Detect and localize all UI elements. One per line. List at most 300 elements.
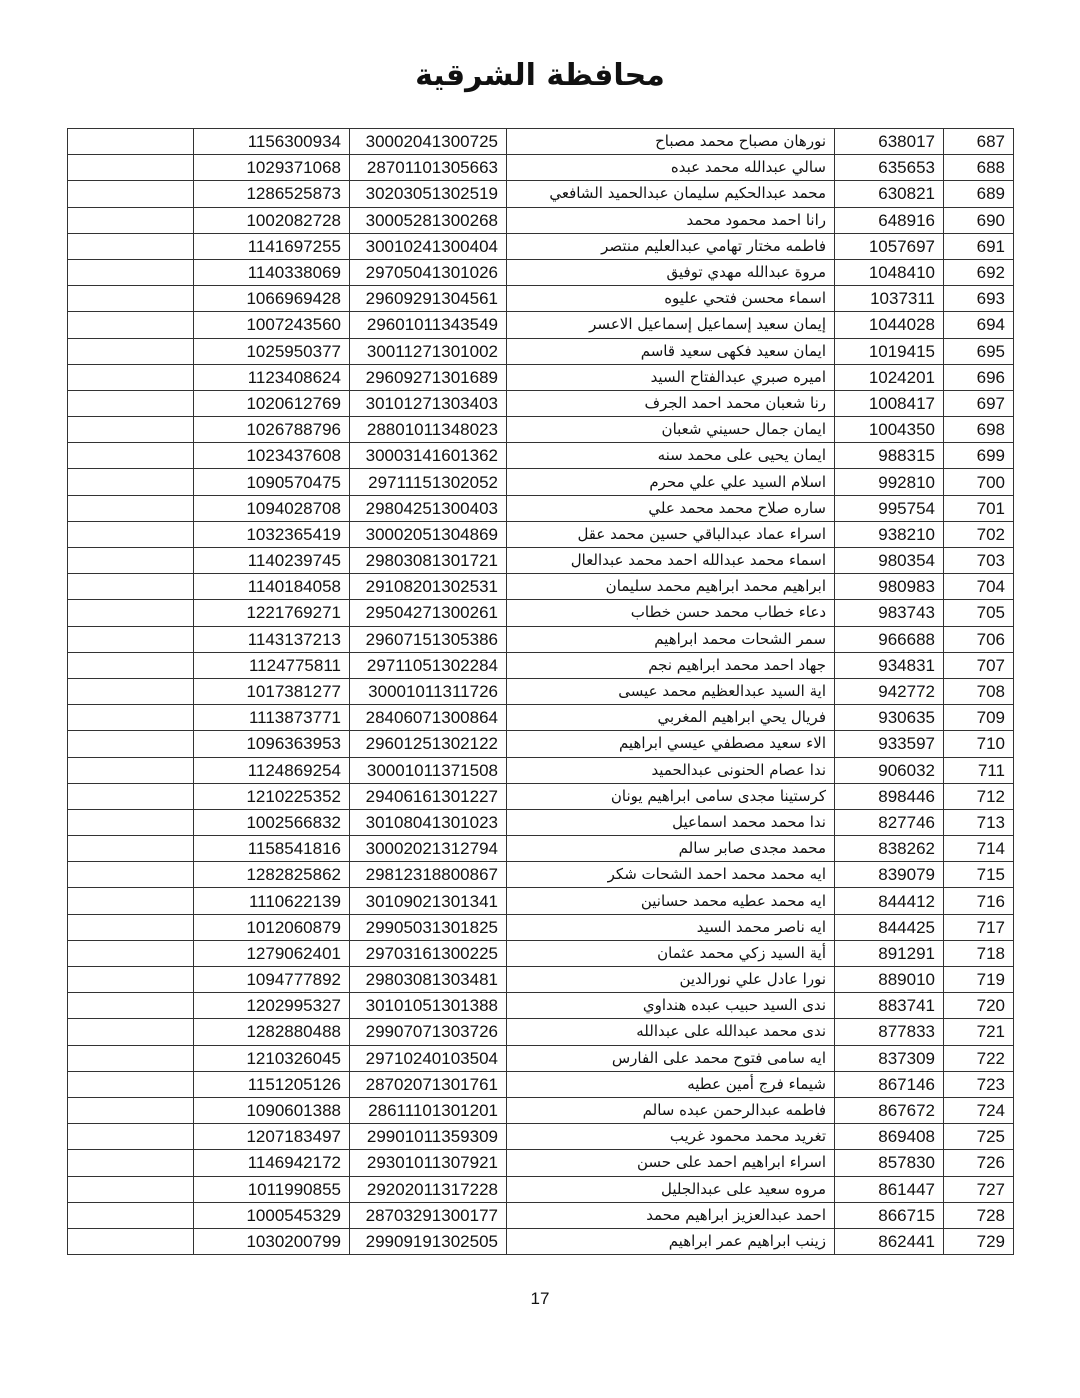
name-cell: فاطمه مختار تهامي عبدالعليم منتصر — [507, 233, 835, 259]
serial-cell: 716 — [944, 888, 1014, 914]
empty-cell — [68, 731, 194, 757]
code-cell: 857830 — [835, 1150, 944, 1176]
national-id-cell: 30101051301388 — [350, 993, 507, 1019]
serial-cell: 729 — [944, 1228, 1014, 1254]
empty-cell — [68, 888, 194, 914]
serial-cell: 695 — [944, 338, 1014, 364]
empty-cell — [68, 678, 194, 704]
serial-cell: 690 — [944, 207, 1014, 233]
table-row — [68, 521, 1014, 547]
serial-cell: 688 — [944, 155, 1014, 181]
empty-cell — [68, 993, 194, 1019]
phone-cell: 1017381277 — [194, 678, 350, 704]
empty-cell — [68, 914, 194, 940]
name-cell: اميره صبري عبدالفتاح السيد — [507, 364, 835, 390]
table-row — [68, 652, 1014, 678]
table-row — [68, 993, 1014, 1019]
name-cell: ايه ناصر محمد السيد — [507, 914, 835, 940]
code-cell: 1044028 — [835, 312, 944, 338]
empty-cell — [68, 181, 194, 207]
phone-cell: 1011990855 — [194, 1176, 350, 1202]
code-cell: 992810 — [835, 469, 944, 495]
table-row — [68, 1150, 1014, 1176]
serial-cell: 707 — [944, 652, 1014, 678]
empty-cell — [68, 417, 194, 443]
national-id-cell: 29601011343549 — [350, 312, 507, 338]
name-cell: اية السيد عبدالعظيم محمد عيسى — [507, 678, 835, 704]
code-cell: 930635 — [835, 705, 944, 731]
phone-cell: 1158541816 — [194, 836, 350, 862]
empty-cell — [68, 967, 194, 993]
national-id-cell: 30003141601362 — [350, 443, 507, 469]
serial-cell: 697 — [944, 390, 1014, 416]
name-cell: اسماء محسن فتحي عليوه — [507, 286, 835, 312]
code-cell: 980354 — [835, 548, 944, 574]
national-id-cell: 29504271300261 — [350, 600, 507, 626]
serial-cell: 719 — [944, 967, 1014, 993]
name-cell: نورا عادل علي نورالدين — [507, 967, 835, 993]
code-cell: 1004350 — [835, 417, 944, 443]
table-row — [68, 574, 1014, 600]
national-id-cell: 29609291304561 — [350, 286, 507, 312]
serial-cell: 705 — [944, 600, 1014, 626]
table-row — [68, 259, 1014, 285]
name-cell: إيمان سعيد إسماعيل إسماعيل الاعسر — [507, 312, 835, 338]
serial-cell: 693 — [944, 286, 1014, 312]
table-row — [68, 181, 1014, 207]
name-cell: الاء سعيد مصطفي عيسي ابراهيم — [507, 731, 835, 757]
serial-cell: 700 — [944, 469, 1014, 495]
name-cell: اسراء عماد عبدالباقي حسين محمد عقل — [507, 521, 835, 547]
name-cell: احمد عبدالعزيز ابراهيم محمد — [507, 1202, 835, 1228]
code-cell: 1024201 — [835, 364, 944, 390]
empty-cell — [68, 705, 194, 731]
national-id-cell: 29711151302052 — [350, 469, 507, 495]
code-cell: 827746 — [835, 809, 944, 835]
serial-cell: 699 — [944, 443, 1014, 469]
phone-cell: 1094028708 — [194, 495, 350, 521]
phone-cell: 1020612769 — [194, 390, 350, 416]
phone-cell: 1032365419 — [194, 521, 350, 547]
national-id-cell: 29909191302505 — [350, 1228, 507, 1254]
page-title: محافظة الشرقية — [415, 58, 665, 93]
national-id-cell: 30011271301002 — [350, 338, 507, 364]
empty-cell — [68, 626, 194, 652]
name-cell: سمر الشحات محمد ابراهيم — [507, 626, 835, 652]
empty-cell — [68, 1071, 194, 1097]
serial-cell: 710 — [944, 731, 1014, 757]
code-cell: 942772 — [835, 678, 944, 704]
name-cell: شيماء فرج أمين عطيه — [507, 1071, 835, 1097]
serial-cell: 709 — [944, 705, 1014, 731]
code-cell: 862441 — [835, 1228, 944, 1254]
table-row — [68, 1124, 1014, 1150]
serial-cell: 713 — [944, 809, 1014, 835]
national-id-cell: 30108041301023 — [350, 809, 507, 835]
code-cell: 934831 — [835, 652, 944, 678]
empty-cell — [68, 338, 194, 364]
table-row — [68, 233, 1014, 259]
name-cell: مروه سعيد على عبدالجليل — [507, 1176, 835, 1202]
phone-cell: 1090570475 — [194, 469, 350, 495]
phone-cell: 1113873771 — [194, 705, 350, 731]
serial-cell: 727 — [944, 1176, 1014, 1202]
national-id-cell: 29607151305386 — [350, 626, 507, 652]
name-cell: ندا محمد محمد اسماعيل — [507, 809, 835, 835]
empty-cell — [68, 233, 194, 259]
phone-cell: 1151205126 — [194, 1071, 350, 1097]
table-row — [68, 862, 1014, 888]
national-id-cell: 28801011348023 — [350, 417, 507, 443]
phone-cell: 1124869254 — [194, 757, 350, 783]
page-number: 17 — [530, 1289, 550, 1308]
national-id-cell: 29301011307921 — [350, 1150, 507, 1176]
table-row — [68, 338, 1014, 364]
serial-cell: 721 — [944, 1019, 1014, 1045]
phone-cell: 1207183497 — [194, 1124, 350, 1150]
table-row — [68, 757, 1014, 783]
phone-cell: 1066969428 — [194, 286, 350, 312]
table-row — [68, 469, 1014, 495]
empty-cell — [68, 364, 194, 390]
serial-cell: 704 — [944, 574, 1014, 600]
national-id-cell: 29703161300225 — [350, 940, 507, 966]
national-id-cell: 28703291300177 — [350, 1202, 507, 1228]
phone-cell: 1143137213 — [194, 626, 350, 652]
empty-cell — [68, 652, 194, 678]
empty-cell — [68, 757, 194, 783]
national-id-cell: 29907071303726 — [350, 1019, 507, 1045]
national-id-cell: 29609271301689 — [350, 364, 507, 390]
code-cell: 839079 — [835, 862, 944, 888]
code-cell: 1048410 — [835, 259, 944, 285]
serial-cell: 691 — [944, 233, 1014, 259]
phone-cell: 1202995327 — [194, 993, 350, 1019]
name-cell: ايمان جمال حسيني شعبان — [507, 417, 835, 443]
table-row — [68, 809, 1014, 835]
code-cell: 983743 — [835, 600, 944, 626]
code-cell: 869408 — [835, 1124, 944, 1150]
table-row — [68, 705, 1014, 731]
empty-cell — [68, 574, 194, 600]
phone-cell: 1146942172 — [194, 1150, 350, 1176]
code-cell: 844425 — [835, 914, 944, 940]
code-cell: 995754 — [835, 495, 944, 521]
table-row — [68, 1097, 1014, 1123]
empty-cell — [68, 286, 194, 312]
table-row — [68, 600, 1014, 626]
serial-cell: 725 — [944, 1124, 1014, 1150]
table-row — [68, 390, 1014, 416]
phone-cell: 1140184058 — [194, 574, 350, 600]
phone-cell: 1124775811 — [194, 652, 350, 678]
serial-cell: 726 — [944, 1150, 1014, 1176]
name-cell: جهاد احمد محمد ابراهيم نجم — [507, 652, 835, 678]
code-cell: 630821 — [835, 181, 944, 207]
table-row — [68, 731, 1014, 757]
table-row — [68, 626, 1014, 652]
table-row — [68, 207, 1014, 233]
serial-cell: 722 — [944, 1045, 1014, 1071]
name-cell: ايمان يحيى على محمد سنه — [507, 443, 835, 469]
national-id-cell: 29812318800867 — [350, 862, 507, 888]
name-cell: ايمان سعيد فكهى سعيد قاسم — [507, 338, 835, 364]
table-row — [68, 129, 1014, 155]
name-cell: ندى محمد عبدالله على عبدالله — [507, 1019, 835, 1045]
empty-cell — [68, 443, 194, 469]
table-row — [68, 1019, 1014, 1045]
phone-cell: 1030200799 — [194, 1228, 350, 1254]
national-id-cell: 29202011317228 — [350, 1176, 507, 1202]
name-cell: اسلام السيد علي علي محرم — [507, 469, 835, 495]
serial-cell: 712 — [944, 783, 1014, 809]
code-cell: 891291 — [835, 940, 944, 966]
phone-cell: 1000545329 — [194, 1202, 350, 1228]
national-id-cell: 30010241300404 — [350, 233, 507, 259]
empty-cell — [68, 129, 194, 155]
code-cell: 933597 — [835, 731, 944, 757]
table-row — [68, 286, 1014, 312]
table-row — [68, 888, 1014, 914]
national-id-cell: 30001011311726 — [350, 678, 507, 704]
national-id-cell: 29804251300403 — [350, 495, 507, 521]
serial-cell: 720 — [944, 993, 1014, 1019]
phone-cell: 1029371068 — [194, 155, 350, 181]
table-row — [68, 914, 1014, 940]
code-cell: 988315 — [835, 443, 944, 469]
name-cell: اسراء ابراهيم احمد على حسن — [507, 1150, 835, 1176]
serial-cell: 723 — [944, 1071, 1014, 1097]
empty-cell — [68, 390, 194, 416]
serial-cell: 694 — [944, 312, 1014, 338]
phone-cell: 1210225352 — [194, 783, 350, 809]
serial-cell: 711 — [944, 757, 1014, 783]
name-cell: ندا عصام الحنونى عبدالحميد — [507, 757, 835, 783]
phone-cell: 1282825862 — [194, 862, 350, 888]
table-row — [68, 783, 1014, 809]
serial-cell: 714 — [944, 836, 1014, 862]
serial-cell: 689 — [944, 181, 1014, 207]
national-id-cell: 30002051304869 — [350, 521, 507, 547]
phone-cell: 1110622139 — [194, 888, 350, 914]
national-id-cell: 29710240103504 — [350, 1045, 507, 1071]
code-cell: 838262 — [835, 836, 944, 862]
code-cell: 906032 — [835, 757, 944, 783]
serial-cell: 698 — [944, 417, 1014, 443]
serial-cell: 724 — [944, 1097, 1014, 1123]
name-cell: رنا شعبان محمد احمد الجرف — [507, 390, 835, 416]
name-cell: ايه سامى فتوح محمد على الفارس — [507, 1045, 835, 1071]
serial-cell: 717 — [944, 914, 1014, 940]
phone-cell: 1123408624 — [194, 364, 350, 390]
code-cell: 638017 — [835, 129, 944, 155]
table-row — [68, 443, 1014, 469]
name-cell: مروة عبدالله مهدي توفيق — [507, 259, 835, 285]
national-id-cell: 29406161301227 — [350, 783, 507, 809]
code-cell: 837309 — [835, 1045, 944, 1071]
empty-cell — [68, 207, 194, 233]
code-cell: 844412 — [835, 888, 944, 914]
serial-cell: 701 — [944, 495, 1014, 521]
serial-cell: 728 — [944, 1202, 1014, 1228]
code-cell: 889010 — [835, 967, 944, 993]
phone-cell: 1282880488 — [194, 1019, 350, 1045]
national-id-cell: 28611101301201 — [350, 1097, 507, 1123]
phone-cell: 1094777892 — [194, 967, 350, 993]
phone-cell: 1156300934 — [194, 129, 350, 155]
name-cell: ايه محمد عطيه محمد حسانين — [507, 888, 835, 914]
serial-cell: 708 — [944, 678, 1014, 704]
empty-cell — [68, 783, 194, 809]
serial-cell: 702 — [944, 521, 1014, 547]
national-id-cell: 30005281300268 — [350, 207, 507, 233]
national-id-cell: 28701101305663 — [350, 155, 507, 181]
empty-cell — [68, 600, 194, 626]
code-cell: 938210 — [835, 521, 944, 547]
name-cell: ابراهيم محمد ابراهيم محمد سليمان — [507, 574, 835, 600]
empty-cell — [68, 809, 194, 835]
phone-cell: 1007243560 — [194, 312, 350, 338]
phone-cell: 1141697255 — [194, 233, 350, 259]
phone-cell: 1286525873 — [194, 181, 350, 207]
phone-cell: 1140338069 — [194, 259, 350, 285]
table-row — [68, 417, 1014, 443]
table-row — [68, 495, 1014, 521]
empty-cell — [68, 548, 194, 574]
national-id-cell: 28406071300864 — [350, 705, 507, 731]
phone-cell: 1221769271 — [194, 600, 350, 626]
name-cell: ايه محمد محمد احمد الشحات شكر — [507, 862, 835, 888]
phone-cell: 1210326045 — [194, 1045, 350, 1071]
name-cell: ساره صلاح محمد محمد علي — [507, 495, 835, 521]
empty-cell — [68, 259, 194, 285]
phone-cell: 1023437608 — [194, 443, 350, 469]
code-cell: 877833 — [835, 1019, 944, 1045]
name-cell: تغريد محمد محمود غريب — [507, 1124, 835, 1150]
empty-cell — [68, 155, 194, 181]
serial-cell: 715 — [944, 862, 1014, 888]
national-id-cell: 29905031301825 — [350, 914, 507, 940]
code-cell: 966688 — [835, 626, 944, 652]
national-id-cell: 29901011359309 — [350, 1124, 507, 1150]
name-cell: نورهان مصباح محمد مصباح — [507, 129, 835, 155]
national-id-cell: 29803081303481 — [350, 967, 507, 993]
table-row — [68, 548, 1014, 574]
empty-cell — [68, 1150, 194, 1176]
code-cell: 1019415 — [835, 338, 944, 364]
national-id-cell: 30101271303403 — [350, 390, 507, 416]
national-id-cell: 29803081301721 — [350, 548, 507, 574]
serial-cell: 692 — [944, 259, 1014, 285]
code-cell: 867672 — [835, 1097, 944, 1123]
code-cell: 648916 — [835, 207, 944, 233]
code-cell: 866715 — [835, 1202, 944, 1228]
national-id-cell: 29108201302531 — [350, 574, 507, 600]
phone-cell: 1025950377 — [194, 338, 350, 364]
table-row — [68, 1176, 1014, 1202]
code-cell: 883741 — [835, 993, 944, 1019]
national-id-cell: 30002021312794 — [350, 836, 507, 862]
serial-cell: 718 — [944, 940, 1014, 966]
table-row — [68, 1202, 1014, 1228]
table-row — [68, 1071, 1014, 1097]
empty-cell — [68, 1097, 194, 1123]
empty-cell — [68, 1019, 194, 1045]
name-cell: محمد عبدالحكيم سليمان عبدالحميد الشافعي — [507, 181, 835, 207]
national-id-cell: 30109021301341 — [350, 888, 507, 914]
code-cell: 1008417 — [835, 390, 944, 416]
table-row — [68, 1228, 1014, 1254]
name-cell: سالي عبدالله محمد عبده — [507, 155, 835, 181]
name-cell: محمد مجدى صابر سالم — [507, 836, 835, 862]
empty-cell — [68, 862, 194, 888]
name-cell: دعاء خطاب محمد حسن خطاب — [507, 600, 835, 626]
empty-cell — [68, 469, 194, 495]
name-cell: ندى السيد حبيب عبده هنداوي — [507, 993, 835, 1019]
phone-cell: 1002566832 — [194, 809, 350, 835]
serial-cell: 706 — [944, 626, 1014, 652]
table-row — [68, 836, 1014, 862]
code-cell: 1037311 — [835, 286, 944, 312]
serial-cell: 687 — [944, 129, 1014, 155]
phone-cell: 1279062401 — [194, 940, 350, 966]
national-id-cell: 30203051302519 — [350, 181, 507, 207]
table-row — [68, 1045, 1014, 1071]
name-cell: فريال يحي ابراهيم المغربي — [507, 705, 835, 731]
results-table — [67, 128, 1014, 1255]
national-id-cell: 28702071301761 — [350, 1071, 507, 1097]
table-row — [68, 155, 1014, 181]
table-row — [68, 678, 1014, 704]
empty-cell — [68, 495, 194, 521]
empty-cell — [68, 1124, 194, 1150]
name-cell: رانا احمد محمود محمد — [507, 207, 835, 233]
national-id-cell: 29711051302284 — [350, 652, 507, 678]
phone-cell: 1090601388 — [194, 1097, 350, 1123]
serial-cell: 696 — [944, 364, 1014, 390]
national-id-cell: 30002041300725 — [350, 129, 507, 155]
empty-cell — [68, 940, 194, 966]
code-cell: 635653 — [835, 155, 944, 181]
national-id-cell: 29601251302122 — [350, 731, 507, 757]
phone-cell: 1026788796 — [194, 417, 350, 443]
phone-cell: 1096363953 — [194, 731, 350, 757]
serial-cell: 703 — [944, 548, 1014, 574]
table-row — [68, 364, 1014, 390]
empty-cell — [68, 1045, 194, 1071]
name-cell: أية السيد زكي محمد عثمان — [507, 940, 835, 966]
empty-cell — [68, 1202, 194, 1228]
phone-cell: 1140239745 — [194, 548, 350, 574]
code-cell: 898446 — [835, 783, 944, 809]
name-cell: كرستينا مجدى سامى ابراهيم يونان — [507, 783, 835, 809]
empty-cell — [68, 1228, 194, 1254]
empty-cell — [68, 312, 194, 338]
phone-cell: 1002082728 — [194, 207, 350, 233]
name-cell: فاطمه عبدالرحمن عبده سالم — [507, 1097, 835, 1123]
name-cell: اسماء محمد عبدالله احمد محمد عبدالعال — [507, 548, 835, 574]
name-cell: زينب ابراهيم عمر ابراهيم — [507, 1228, 835, 1254]
table-row — [68, 967, 1014, 993]
code-cell: 861447 — [835, 1176, 944, 1202]
table-row — [68, 940, 1014, 966]
code-cell: 867146 — [835, 1071, 944, 1097]
national-id-cell: 29705041301026 — [350, 259, 507, 285]
national-id-cell: 30001011371508 — [350, 757, 507, 783]
code-cell: 980983 — [835, 574, 944, 600]
table-row — [68, 312, 1014, 338]
empty-cell — [68, 521, 194, 547]
